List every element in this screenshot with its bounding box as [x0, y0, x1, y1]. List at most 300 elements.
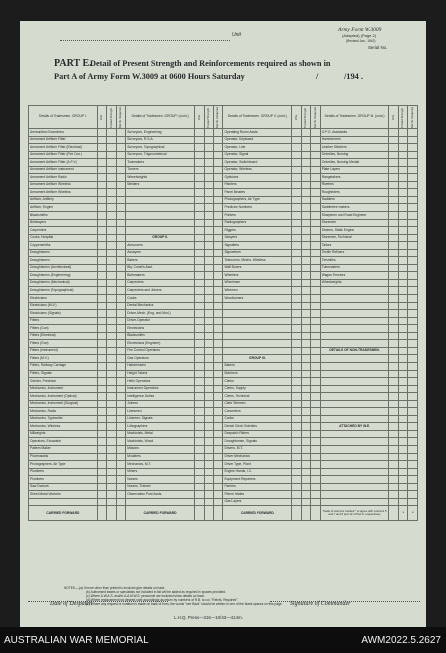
entry-cell[interactable]: [195, 362, 204, 370]
entry-cell[interactable]: [389, 257, 398, 265]
entry-cell[interactable]: [311, 415, 320, 423]
blank-cell[interactable]: [292, 506, 301, 521]
entry-cell[interactable]: [389, 415, 398, 423]
entry-cell[interactable]: [389, 317, 398, 325]
entry-cell[interactable]: [116, 189, 125, 197]
entry-cell[interactable]: [301, 498, 310, 506]
entry-cell[interactable]: [408, 166, 418, 174]
entry-cell[interactable]: [301, 468, 310, 476]
entry-cell[interactable]: [97, 332, 106, 340]
blank-cell[interactable]: [389, 506, 398, 521]
entry-cell[interactable]: [292, 423, 301, 431]
entry-cell[interactable]: [204, 317, 213, 325]
entry-cell[interactable]: [398, 144, 407, 152]
entry-cell[interactable]: [116, 468, 125, 476]
entry-cell[interactable]: [116, 332, 125, 340]
entry-cell[interactable]: [107, 272, 116, 280]
entry-cell[interactable]: [213, 393, 222, 401]
entry-cell[interactable]: [311, 430, 320, 438]
entry-cell[interactable]: [116, 362, 125, 370]
entry-cell[interactable]: [292, 408, 301, 416]
entry-cell[interactable]: [389, 219, 398, 227]
entry-cell[interactable]: [398, 310, 407, 318]
entry-cell[interactable]: [213, 279, 222, 287]
entry-cell[interactable]: [408, 430, 418, 438]
entry-cell[interactable]: [97, 378, 106, 386]
entry-cell[interactable]: [389, 249, 398, 257]
entry-cell[interactable]: [311, 362, 320, 370]
entry-cell[interactable]: [213, 257, 222, 265]
blank-cell[interactable]: [311, 506, 320, 521]
entry-cell[interactable]: [204, 362, 213, 370]
entry-cell[interactable]: [204, 166, 213, 174]
entry-cell[interactable]: [204, 370, 213, 378]
entry-cell[interactable]: [116, 340, 125, 348]
entry-cell[interactable]: [311, 340, 320, 348]
entry-cell[interactable]: [292, 272, 301, 280]
entry-cell[interactable]: [107, 340, 116, 348]
entry-cell[interactable]: [213, 415, 222, 423]
entry-cell[interactable]: [97, 393, 106, 401]
entry-cell[interactable]: [389, 279, 398, 287]
entry-cell[interactable]: [408, 461, 418, 469]
entry-cell[interactable]: [213, 498, 222, 506]
entry-cell[interactable]: [301, 136, 310, 144]
entry-cell[interactable]: [116, 264, 125, 272]
entry-cell[interactable]: [195, 491, 204, 499]
entry-cell[interactable]: [408, 295, 418, 303]
entry-cell[interactable]: [398, 264, 407, 272]
entry-cell[interactable]: [311, 129, 320, 137]
entry-cell[interactable]: [389, 393, 398, 401]
entry-cell[interactable]: [301, 362, 310, 370]
entry-cell[interactable]: [116, 310, 125, 318]
entry-cell[interactable]: [408, 196, 418, 204]
entry-cell[interactable]: [311, 355, 320, 363]
entry-cell[interactable]: [398, 295, 407, 303]
entry-cell[interactable]: [204, 325, 213, 333]
entry-cell[interactable]: [116, 393, 125, 401]
entry-cell[interactable]: [97, 340, 106, 348]
entry-cell[interactable]: [107, 189, 116, 197]
entry-cell[interactable]: [107, 227, 116, 235]
entry-cell[interactable]: [398, 378, 407, 386]
entry-cell[interactable]: [408, 227, 418, 235]
entry-cell[interactable]: [398, 325, 407, 333]
entry-cell[interactable]: [213, 242, 222, 250]
entry-cell[interactable]: [311, 181, 320, 189]
entry-cell[interactable]: [204, 189, 213, 197]
entry-cell[interactable]: [195, 264, 204, 272]
entry-cell[interactable]: [398, 174, 407, 182]
entry-cell[interactable]: [107, 400, 116, 408]
entry-cell[interactable]: [292, 453, 301, 461]
entry-cell[interactable]: [311, 189, 320, 197]
entry-cell[interactable]: [107, 136, 116, 144]
entry-cell[interactable]: [389, 166, 398, 174]
entry-cell[interactable]: [311, 498, 320, 506]
entry-cell[interactable]: [97, 151, 106, 159]
entry-cell[interactable]: [195, 227, 204, 235]
entry-cell[interactable]: [389, 476, 398, 484]
entry-cell[interactable]: [204, 332, 213, 340]
entry-cell[interactable]: [204, 438, 213, 446]
entry-cell[interactable]: [213, 234, 222, 242]
entry-cell[interactable]: [389, 468, 398, 476]
entry-cell[interactable]: [408, 325, 418, 333]
entry-cell[interactable]: [107, 219, 116, 227]
entry-cell[interactable]: [204, 302, 213, 310]
entry-cell[interactable]: [389, 272, 398, 280]
entry-cell[interactable]: [292, 355, 301, 363]
entry-cell[interactable]: [408, 317, 418, 325]
entry-cell[interactable]: [204, 430, 213, 438]
entry-cell[interactable]: [97, 257, 106, 265]
entry-cell[interactable]: [107, 325, 116, 333]
entry-cell[interactable]: [389, 144, 398, 152]
entry-cell[interactable]: [213, 400, 222, 408]
entry-cell[interactable]: [97, 317, 106, 325]
entry-cell[interactable]: [213, 491, 222, 499]
entry-cell[interactable]: [116, 181, 125, 189]
entry-cell[interactable]: [292, 264, 301, 272]
entry-cell[interactable]: [107, 204, 116, 212]
entry-cell[interactable]: [408, 453, 418, 461]
entry-cell[interactable]: [107, 445, 116, 453]
entry-cell[interactable]: [389, 362, 398, 370]
entry-cell[interactable]: [301, 325, 310, 333]
entry-cell[interactable]: [408, 310, 418, 318]
entry-cell[interactable]: [107, 196, 116, 204]
entry-cell[interactable]: [204, 378, 213, 386]
entry-cell[interactable]: [213, 272, 222, 280]
entry-cell[interactable]: [97, 347, 106, 355]
entry-cell[interactable]: [204, 461, 213, 469]
entry-cell[interactable]: [195, 234, 204, 242]
entry-cell[interactable]: [389, 234, 398, 242]
entry-cell[interactable]: [389, 310, 398, 318]
entry-cell[interactable]: [204, 287, 213, 295]
entry-cell[interactable]: [195, 430, 204, 438]
entry-cell[interactable]: [389, 408, 398, 416]
entry-cell[interactable]: [213, 144, 222, 152]
entry-cell[interactable]: [97, 362, 106, 370]
entry-cell[interactable]: [195, 461, 204, 469]
entry-cell[interactable]: [292, 378, 301, 386]
entry-cell[interactable]: [408, 302, 418, 310]
entry-cell[interactable]: [311, 234, 320, 242]
entry-cell[interactable]: [97, 144, 106, 152]
entry-cell[interactable]: [107, 302, 116, 310]
entry-cell[interactable]: [408, 385, 418, 393]
entry-cell[interactable]: [116, 287, 125, 295]
entry-cell[interactable]: [292, 468, 301, 476]
entry-cell[interactable]: [213, 370, 222, 378]
entry-cell[interactable]: [213, 468, 222, 476]
entry-cell[interactable]: [195, 257, 204, 265]
entry-cell[interactable]: [204, 476, 213, 484]
entry-cell[interactable]: [389, 196, 398, 204]
entry-cell[interactable]: [301, 476, 310, 484]
entry-cell[interactable]: [311, 385, 320, 393]
entry-cell[interactable]: [97, 287, 106, 295]
entry-cell[interactable]: [408, 159, 418, 167]
entry-cell[interactable]: [292, 219, 301, 227]
entry-cell[interactable]: [301, 242, 310, 250]
entry-cell[interactable]: [301, 332, 310, 340]
entry-cell[interactable]: [301, 491, 310, 499]
entry-cell[interactable]: [204, 415, 213, 423]
entry-cell[interactable]: [195, 212, 204, 220]
entry-cell[interactable]: [195, 249, 204, 257]
entry-cell[interactable]: [204, 204, 213, 212]
entry-cell[interactable]: [107, 385, 116, 393]
entry-cell[interactable]: [195, 279, 204, 287]
entry-cell[interactable]: [311, 204, 320, 212]
entry-cell[interactable]: [195, 219, 204, 227]
entry-cell[interactable]: [97, 461, 106, 469]
entry-cell[interactable]: [301, 166, 310, 174]
entry-cell[interactable]: [389, 212, 398, 220]
entry-cell[interactable]: [292, 491, 301, 499]
entry-cell[interactable]: [195, 498, 204, 506]
entry-cell[interactable]: [195, 400, 204, 408]
entry-cell[interactable]: [408, 340, 418, 348]
entry-cell[interactable]: [204, 219, 213, 227]
entry-cell[interactable]: [116, 151, 125, 159]
entry-cell[interactable]: [213, 264, 222, 272]
entry-cell[interactable]: [213, 295, 222, 303]
entry-cell[interactable]: [389, 340, 398, 348]
entry-cell[interactable]: [204, 151, 213, 159]
entry-cell[interactable]: [311, 249, 320, 257]
entry-cell[interactable]: [204, 400, 213, 408]
entry-cell[interactable]: [195, 272, 204, 280]
entry-cell[interactable]: [204, 227, 213, 235]
entry-cell[interactable]: [116, 347, 125, 355]
entry-cell[interactable]: [107, 378, 116, 386]
entry-cell[interactable]: [213, 430, 222, 438]
entry-cell[interactable]: [398, 453, 407, 461]
entry-cell[interactable]: [301, 408, 310, 416]
entry-cell[interactable]: [292, 310, 301, 318]
entry-cell[interactable]: [301, 430, 310, 438]
entry-cell[interactable]: [195, 159, 204, 167]
entry-cell[interactable]: [389, 242, 398, 250]
entry-cell[interactable]: [204, 242, 213, 250]
entry-cell[interactable]: [389, 498, 398, 506]
entry-cell[interactable]: [301, 415, 310, 423]
entry-cell[interactable]: [97, 400, 106, 408]
entry-cell[interactable]: [107, 249, 116, 257]
entry-cell[interactable]: [301, 393, 310, 401]
entry-cell[interactable]: [311, 287, 320, 295]
entry-cell[interactable]: [195, 408, 204, 416]
entry-cell[interactable]: [107, 242, 116, 250]
entry-cell[interactable]: [311, 166, 320, 174]
entry-cell[interactable]: [408, 423, 418, 431]
entry-cell[interactable]: [97, 498, 106, 506]
entry-cell[interactable]: [398, 249, 407, 257]
entry-cell[interactable]: [398, 302, 407, 310]
entry-cell[interactable]: [116, 325, 125, 333]
entry-cell[interactable]: [213, 151, 222, 159]
entry-cell[interactable]: [213, 378, 222, 386]
entry-cell[interactable]: [204, 144, 213, 152]
entry-cell[interactable]: [204, 453, 213, 461]
entry-cell[interactable]: [292, 362, 301, 370]
entry-cell[interactable]: [97, 423, 106, 431]
entry-cell[interactable]: [213, 181, 222, 189]
entry-cell[interactable]: [311, 219, 320, 227]
entry-cell[interactable]: [292, 159, 301, 167]
entry-cell[interactable]: [408, 189, 418, 197]
entry-cell[interactable]: [301, 196, 310, 204]
entry-cell[interactable]: [107, 279, 116, 287]
entry-cell[interactable]: [301, 204, 310, 212]
entry-cell[interactable]: [204, 498, 213, 506]
entry-cell[interactable]: [204, 249, 213, 257]
entry-cell[interactable]: [389, 347, 398, 355]
entry-cell[interactable]: [292, 438, 301, 446]
entry-cell[interactable]: [292, 347, 301, 355]
entry-cell[interactable]: [311, 453, 320, 461]
entry-cell[interactable]: [311, 242, 320, 250]
entry-cell[interactable]: [116, 355, 125, 363]
entry-cell[interactable]: [204, 181, 213, 189]
entry-cell[interactable]: [311, 378, 320, 386]
entry-cell[interactable]: [204, 159, 213, 167]
entry-cell[interactable]: [398, 257, 407, 265]
entry-cell[interactable]: [389, 378, 398, 386]
entry-cell[interactable]: [213, 355, 222, 363]
entry-cell[interactable]: [97, 453, 106, 461]
entry-cell[interactable]: [408, 287, 418, 295]
entry-cell[interactable]: [107, 257, 116, 265]
entry-cell[interactable]: [389, 438, 398, 446]
entry-cell[interactable]: [301, 355, 310, 363]
entry-cell[interactable]: [213, 166, 222, 174]
blank-cell[interactable]: [204, 506, 213, 521]
entry-cell[interactable]: [116, 302, 125, 310]
entry-cell[interactable]: [292, 400, 301, 408]
entry-cell[interactable]: [398, 408, 407, 416]
entry-cell[interactable]: [398, 317, 407, 325]
entry-cell[interactable]: [398, 415, 407, 423]
entry-cell[interactable]: [213, 445, 222, 453]
entry-cell[interactable]: [311, 174, 320, 182]
entry-cell[interactable]: [204, 310, 213, 318]
entry-cell[interactable]: [292, 325, 301, 333]
entry-cell[interactable]: [195, 144, 204, 152]
entry-cell[interactable]: [213, 317, 222, 325]
entry-cell[interactable]: [408, 144, 418, 152]
entry-cell[interactable]: [389, 325, 398, 333]
entry-cell[interactable]: [97, 295, 106, 303]
entry-cell[interactable]: [116, 445, 125, 453]
entry-cell[interactable]: [311, 196, 320, 204]
entry-cell[interactable]: [292, 166, 301, 174]
blank-cell[interactable]: [195, 506, 204, 521]
entry-cell[interactable]: [311, 159, 320, 167]
entry-cell[interactable]: [213, 249, 222, 257]
entry-cell[interactable]: [213, 347, 222, 355]
entry-cell[interactable]: [213, 212, 222, 220]
entry-cell[interactable]: [97, 129, 106, 137]
entry-cell[interactable]: [408, 219, 418, 227]
entry-cell[interactable]: [301, 279, 310, 287]
entry-cell[interactable]: [408, 347, 418, 355]
entry-cell[interactable]: [116, 415, 125, 423]
entry-cell[interactable]: [97, 174, 106, 182]
entry-cell[interactable]: [389, 445, 398, 453]
entry-cell[interactable]: [204, 196, 213, 204]
entry-cell[interactable]: [301, 272, 310, 280]
entry-cell[interactable]: [107, 295, 116, 303]
entry-cell[interactable]: [97, 249, 106, 257]
entry-cell[interactable]: [107, 423, 116, 431]
entry-cell[interactable]: [116, 196, 125, 204]
entry-cell[interactable]: [408, 181, 418, 189]
entry-cell[interactable]: [389, 355, 398, 363]
entry-cell[interactable]: [398, 423, 407, 431]
entry-cell[interactable]: [292, 370, 301, 378]
entry-cell[interactable]: [408, 400, 418, 408]
entry-cell[interactable]: [107, 468, 116, 476]
entry-cell[interactable]: [97, 166, 106, 174]
entry-cell[interactable]: [97, 264, 106, 272]
entry-cell[interactable]: [301, 461, 310, 469]
entry-cell[interactable]: [97, 302, 106, 310]
entry-cell[interactable]: [204, 385, 213, 393]
entry-cell[interactable]: [116, 227, 125, 235]
entry-cell[interactable]: [311, 491, 320, 499]
entry-cell[interactable]: [301, 310, 310, 318]
entry-cell[interactable]: [116, 174, 125, 182]
entry-cell[interactable]: [398, 196, 407, 204]
entry-cell[interactable]: [311, 151, 320, 159]
entry-cell[interactable]: [107, 310, 116, 318]
entry-cell[interactable]: [195, 287, 204, 295]
entry-cell[interactable]: [301, 144, 310, 152]
entry-cell[interactable]: [195, 347, 204, 355]
entry-cell[interactable]: [389, 295, 398, 303]
entry-cell[interactable]: [398, 476, 407, 484]
entry-cell[interactable]: [292, 242, 301, 250]
entry-cell[interactable]: [398, 340, 407, 348]
entry-cell[interactable]: [311, 476, 320, 484]
entry-cell[interactable]: [116, 166, 125, 174]
entry-cell[interactable]: [116, 438, 125, 446]
entry-cell[interactable]: [311, 461, 320, 469]
entry-cell[interactable]: [292, 212, 301, 220]
entry-cell[interactable]: [116, 453, 125, 461]
entry-cell[interactable]: [292, 136, 301, 144]
entry-cell[interactable]: [301, 317, 310, 325]
entry-cell[interactable]: [195, 415, 204, 423]
entry-cell[interactable]: [213, 287, 222, 295]
entry-cell[interactable]: [213, 227, 222, 235]
entry-cell[interactable]: [107, 129, 116, 137]
entry-cell[interactable]: [389, 136, 398, 144]
entry-cell[interactable]: [311, 302, 320, 310]
entry-cell[interactable]: [195, 468, 204, 476]
entry-cell[interactable]: [107, 347, 116, 355]
entry-cell[interactable]: [292, 181, 301, 189]
entry-cell[interactable]: [213, 129, 222, 137]
entry-cell[interactable]: [301, 234, 310, 242]
entry-cell[interactable]: [204, 340, 213, 348]
